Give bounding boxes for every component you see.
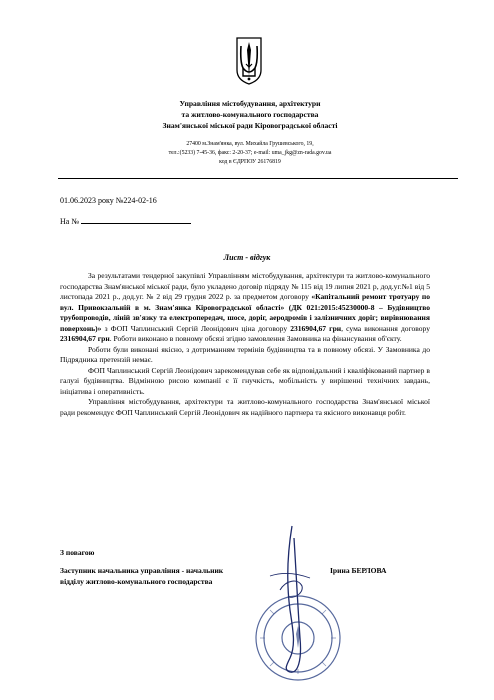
paragraph-recommendation: Управління містобудування, архітектури та житлово-комунального господарства Знам'янської міської ради рекомендує ФОП Чаплинський Сергій Леонідович як надійного партнера та якісного виконавця робіт. <box>60 397 430 417</box>
org-name-line-1: Управління містобудування, архітектури <box>179 99 321 108</box>
phone-email-line: тел.:(5233) 7-45-36, факс: 2-20-37; e-mail: uma_jkg@zn-rada.gov.ua <box>168 150 332 156</box>
paragraph-contract <box>60 271 430 345</box>
incoming-reference <box>60 215 191 227</box>
letter-title: Лист - відгук <box>223 253 271 262</box>
org-name-line-2: та житлово-комунального господарства <box>181 110 319 119</box>
completion-text: . Роботи виконано в повному обсязі згідно замовлення Замовника на фінансування об'єкту. <box>109 334 402 343</box>
outgoing-date-number: 01.06.2023 року №224-02-16 <box>60 196 157 205</box>
org-name-line-3: Знам'янської міської ради Кіровоградської області <box>162 121 338 130</box>
coat-of-arms-emblem <box>234 36 264 86</box>
closing-regards: З повагою <box>60 548 95 557</box>
letter-body <box>60 271 430 418</box>
signatory-position <box>60 566 223 587</box>
signature-scribble <box>240 520 350 690</box>
contractor-text: з ФОП Чаплинський Сергій Леонідович ціна договору <box>101 323 291 333</box>
paragraph-quality: Роботи були виконані якісно, з дотриманням термінів будівництва та в повному обсязі. У Замовника до Підрядника претензій немає. <box>60 344 430 364</box>
address-line: 27400 м.Знам'янка, вул. Михайла Грушевського, 19, <box>186 141 314 147</box>
paragraph-contract-intro: За результатами тендерної закупівлі Управлінням містобудування, архітектури та житлово-комунального господарства Знам'янської міської ради, було укладено договір підряду № 115 від 19 липня 2021 р, дод.уг.№1 від 5 листопада 2021 р., дод.уг. № 2 від 29 грудня 2022 р. за предметом договору <box>60 271 430 301</box>
signatory-position-line-2: відділу житлово-комунального господарства <box>60 576 213 586</box>
contract-price: 2316904,67 грн <box>290 323 342 333</box>
execution-amount: 2316904,67 грн <box>60 334 110 343</box>
header-divider <box>58 178 458 179</box>
paragraph-reputation: ФОП Чаплинський Сергій Леонідович зарекомендував себе як відповідальний і кваліфікований партнер в галузі будівництва. Відмінною рисою компанії є її гнучкість, мобільність у вирішенні технічних завдань, ініціатива і оперативність. <box>60 365 430 396</box>
signatory-position-line-1: Заступник начальника управління - начальник <box>60 566 224 575</box>
incoming-reference-label: На № <box>60 217 79 226</box>
execution-text: , сума виконання договору <box>341 323 430 333</box>
contract-subject: «Капітальний ремонт тротуару по вул. Привокзальній в м. Знам'янка Кіровоградської області» (ДК 021:2015:45230000-8 – Будівництво трубопроводів, ліній зв'язку та електропередач, шосе, доріг, аеродромів і залізничних доріг; вирівнювання поверхонь)» <box>60 292 430 333</box>
incoming-reference-blank <box>81 215 191 224</box>
signatory-name: Ірина БЕРЛОВА <box>330 566 387 575</box>
edrpou-code-line: код в ЄДРПОУ 26176819 <box>219 159 281 165</box>
